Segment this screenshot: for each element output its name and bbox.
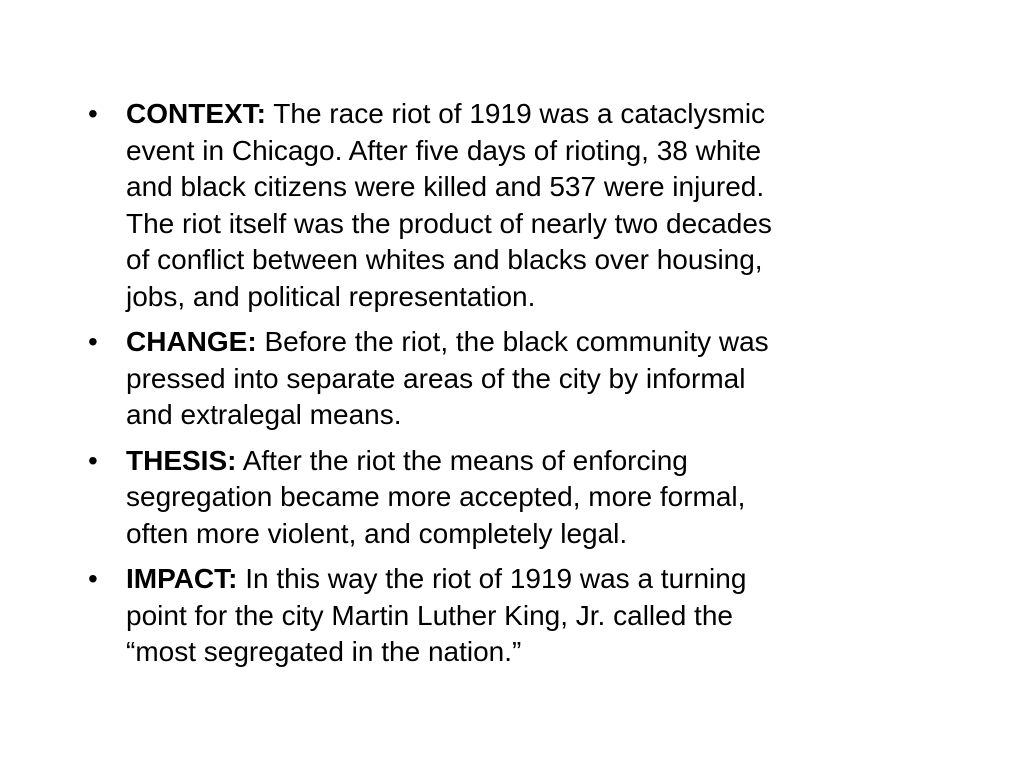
bullet-label-change: CHANGE: <box>126 326 257 357</box>
bullet-point-icon: • <box>88 98 98 129</box>
bullet-text-context: The race riot of 1919 was a cataclysmic event in Chicago. After five days of rioting, 38 white and black citizens were killed and 537 were injured. The riot itself was the product of nearly two decades of conflict between whites and blacks over housing, jobs, and political representation. <box>126 98 772 312</box>
bullet-text-impact: In this way the riot of 1919 was a turning point for the city Martin Luther King, Jr. called the “most segregated in the nation.” <box>126 563 747 667</box>
bullet-text-thesis: After the riot the means of enforcing segregation became more accepted, more formal, often more violent, and completely legal. <box>126 444 746 549</box>
bullet-change <box>80 324 940 434</box>
bullet-point-icon: • <box>88 563 98 594</box>
bullet-label-thesis: THESIS: <box>126 444 237 476</box>
bullet-text-change: Before the riot, the black community was pressed into separate areas of the city by informal and extralegal means. <box>126 326 769 430</box>
bullet-context <box>80 96 940 315</box>
bullet-list <box>80 96 940 680</box>
bullet-impact <box>80 561 940 671</box>
bullet-point-icon: • <box>88 326 98 357</box>
bullet-point-icon: • <box>88 444 98 476</box>
bullet-label-impact: IMPACT: <box>126 563 238 594</box>
bullet-label-context: CONTEXT: <box>126 98 266 129</box>
bullet-thesis <box>80 443 940 553</box>
